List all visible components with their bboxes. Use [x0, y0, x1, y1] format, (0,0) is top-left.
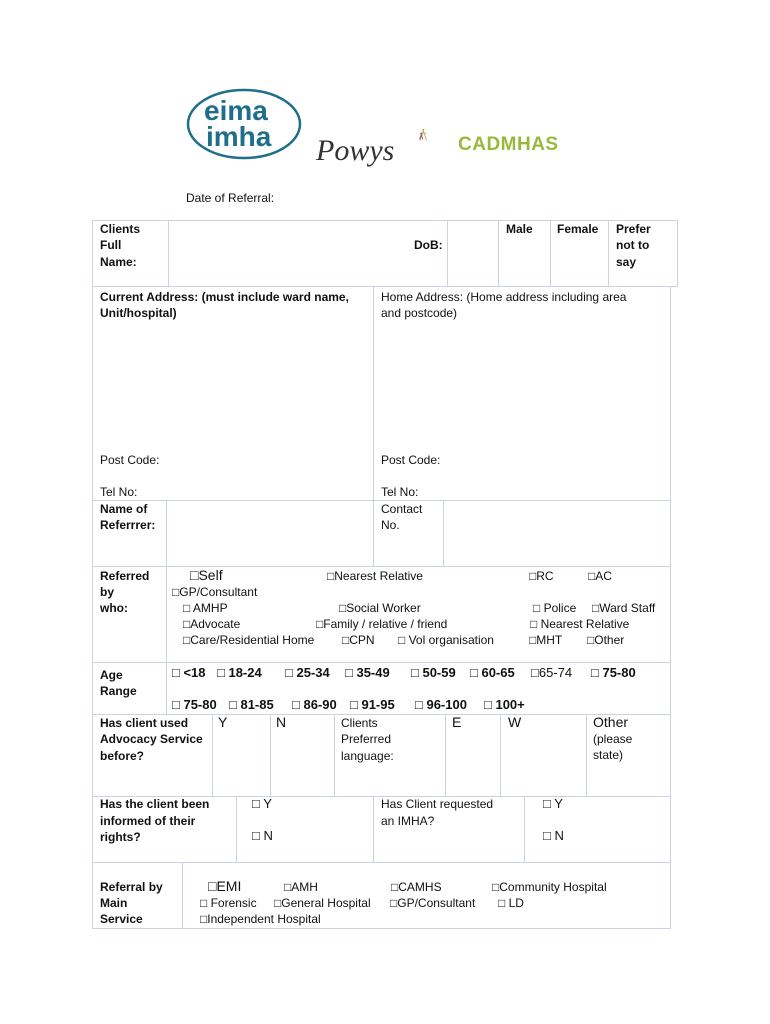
ac-checkbox[interactable]: □AC [588, 569, 612, 583]
postcode-label: Post Code: [381, 453, 441, 467]
eima-logo-text-2: imha [206, 121, 272, 152]
name-of-referrer-label: Name of [100, 502, 148, 516]
age-option[interactable]: □ 100+ [484, 697, 525, 712]
home-address-field[interactable] [377, 324, 667, 444]
referrer-name-field[interactable] [168, 502, 370, 564]
rights-no-checkbox[interactable]: □ N [252, 828, 273, 843]
imha-requested-label: Has Client requested [381, 797, 494, 811]
table-line [524, 796, 525, 862]
age-option[interactable]: □ 18-24 [217, 665, 262, 680]
nearest-relative-checkbox[interactable]: □Nearest Relative [327, 569, 423, 583]
ld-checkbox[interactable]: □ LD [498, 896, 524, 910]
table-line [373, 286, 374, 566]
contact-no-label: No. [381, 518, 400, 532]
advocacy-used-label: Advocacy Service [100, 732, 203, 746]
tel-no-label: Tel No: [100, 485, 138, 499]
clients-full-name-label: Name: [100, 255, 137, 269]
language-welsh-option[interactable]: W [508, 714, 522, 730]
care-home-checkbox[interactable]: □Care/Residential Home [183, 633, 315, 647]
gp-consultant-service-checkbox[interactable]: □GP/Consultant [390, 896, 476, 910]
imha-no-checkbox[interactable]: □ N [543, 828, 564, 843]
preferred-language-label: Preferred [341, 732, 392, 746]
imha-yes-checkbox[interactable]: □ Y [543, 796, 563, 811]
male-option[interactable]: Male [506, 222, 533, 236]
contact-no-field[interactable] [445, 502, 667, 564]
age-range-label: Age [100, 668, 123, 682]
table-line [166, 500, 167, 566]
table-line [445, 714, 446, 796]
table-line [586, 714, 587, 796]
age-range-label: Range [100, 684, 137, 698]
independent-hospital-checkbox[interactable]: □Independent Hospital [200, 912, 321, 926]
age-option[interactable]: □ 60-65 [470, 665, 515, 680]
age-option[interactable]: □ <18 [172, 665, 206, 680]
language-other-note: (please [593, 732, 633, 746]
age-option[interactable]: □ 81-85 [229, 697, 274, 712]
home-address-label: Home Address: (Home address including area [381, 290, 627, 304]
general-hospital-checkbox[interactable]: □General Hospital [274, 896, 371, 910]
language-other-note: state) [593, 748, 624, 762]
emi-checkbox[interactable]: □EMI [208, 878, 242, 894]
clients-full-name-label: Clients [100, 222, 141, 236]
table-line [166, 662, 167, 714]
table-line [168, 220, 169, 286]
prefer-not-to-say-option[interactable]: Prefer [616, 222, 651, 236]
social-worker-checkbox[interactable]: □Social Worker [339, 601, 421, 615]
advocacy-used-label: Has client used [100, 716, 189, 730]
advocacy-no-option[interactable]: N [276, 714, 287, 730]
imha-requested-label: an IMHA? [381, 814, 435, 828]
table-line [236, 796, 237, 862]
table-line [500, 714, 501, 796]
other-checkbox[interactable]: □Other [587, 633, 625, 647]
contact-no-label: Contact [381, 502, 423, 516]
advocacy-used-label: before? [100, 749, 145, 763]
police-checkbox[interactable]: □ Police [533, 601, 577, 615]
cadmhas-logo-text: CADMHAS [458, 134, 559, 155]
table-line [677, 220, 678, 286]
referred-by-label: by [100, 585, 115, 599]
preferred-language-label: Clients [341, 716, 378, 730]
mht-checkbox[interactable]: □MHT [529, 633, 563, 647]
age-option[interactable]: □ 96-100 [415, 697, 467, 712]
referred-by-label: Referred [100, 569, 150, 583]
advocate-checkbox[interactable]: □Advocate [183, 617, 241, 631]
home-address-label: and postcode) [381, 306, 458, 320]
rights-yes-checkbox[interactable]: □ Y [252, 796, 272, 811]
language-english-option[interactable]: E [452, 714, 462, 730]
referral-main-service-label: Service [100, 912, 143, 926]
age-option[interactable]: □ 75-80 [591, 665, 636, 680]
rc-checkbox[interactable]: □RC [529, 569, 554, 583]
self-checkbox[interactable]: □Self [190, 567, 223, 583]
language-other-option[interactable]: Other [593, 714, 629, 730]
age-option[interactable]: □ 25-34 [285, 665, 330, 680]
prefer-not-to-say-option[interactable]: not to [616, 238, 650, 252]
eima-logo-text-1: eima [204, 95, 268, 126]
rights-informed-label: rights? [100, 830, 141, 844]
table-line [212, 714, 213, 796]
referred-by-label: who: [100, 601, 128, 615]
rights-informed-label: informed of their [100, 814, 196, 828]
age-option[interactable]: □ 91-95 [350, 697, 395, 712]
table-line [608, 220, 609, 286]
rights-informed-label: Has the client been [100, 797, 210, 811]
gp-consultant-checkbox[interactable]: □GP/Consultant [172, 585, 258, 599]
age-option[interactable]: □ 86-90 [292, 697, 337, 712]
table-line [443, 500, 444, 566]
postcode-label: Post Code: [100, 453, 160, 467]
table-line [498, 220, 499, 286]
ward-staff-checkbox[interactable]: □Ward Staff [592, 601, 656, 615]
table-line [447, 220, 448, 286]
amhp-checkbox[interactable]: □ AMHP [183, 601, 228, 615]
current-address-label: Current Address: (must include ward name, [100, 290, 349, 304]
current-address-label: Unit/hospital) [100, 306, 177, 320]
table-line [92, 566, 671, 567]
table-line [334, 714, 335, 796]
table-line [166, 566, 167, 662]
table-line [670, 286, 671, 928]
advocacy-yes-option[interactable]: Y [218, 714, 228, 730]
table-line [92, 662, 671, 663]
forensic-checkbox[interactable]: □ Forensic [200, 896, 257, 910]
clients-full-name-label: Full [100, 238, 122, 252]
cpn-checkbox[interactable]: □CPN [342, 633, 375, 647]
vol-organisation-checkbox[interactable]: □ Vol organisation [398, 633, 494, 647]
table-line [92, 286, 678, 287]
table-line [92, 928, 671, 929]
cadmhas-logo-figures [418, 108, 458, 162]
family-checkbox[interactable]: □Family / relative / friend [316, 617, 448, 631]
referral-main-service-label: Main [100, 896, 128, 910]
powys-logo-text: Powys [316, 134, 395, 167]
table-line [550, 220, 551, 286]
dob-label: DoB: [414, 238, 443, 252]
table-line [270, 714, 271, 796]
current-address-field[interactable] [96, 324, 368, 444]
date-of-referral-label: Date of Referral: [186, 191, 275, 205]
community-hospital-checkbox[interactable]: □Community Hospital [492, 880, 607, 894]
table-line [373, 796, 374, 862]
table-line [182, 862, 183, 928]
client-name-field[interactable] [170, 222, 410, 284]
tel-no-label: Tel No: [381, 485, 419, 499]
nearest-relative-2-checkbox[interactable]: □ Nearest Relative [530, 617, 630, 631]
table-line [92, 220, 93, 928]
age-option[interactable]: □ 35-49 [345, 665, 390, 680]
name-of-referrer-label: Referrrer: [100, 518, 156, 532]
table-line [92, 862, 671, 863]
referral-main-service-label: Referral by [100, 880, 163, 894]
age-option[interactable]: □65-74 [531, 665, 573, 680]
amh-checkbox[interactable]: □AMH [284, 880, 318, 894]
prefer-not-to-say-option[interactable]: say [616, 255, 637, 269]
age-option[interactable]: □ 50-59 [411, 665, 456, 680]
female-option[interactable]: Female [557, 222, 599, 236]
age-option[interactable]: □ 75-80 [172, 697, 217, 712]
camhs-checkbox[interactable]: □CAMHS [391, 880, 442, 894]
preferred-language-label: language: [341, 749, 394, 763]
